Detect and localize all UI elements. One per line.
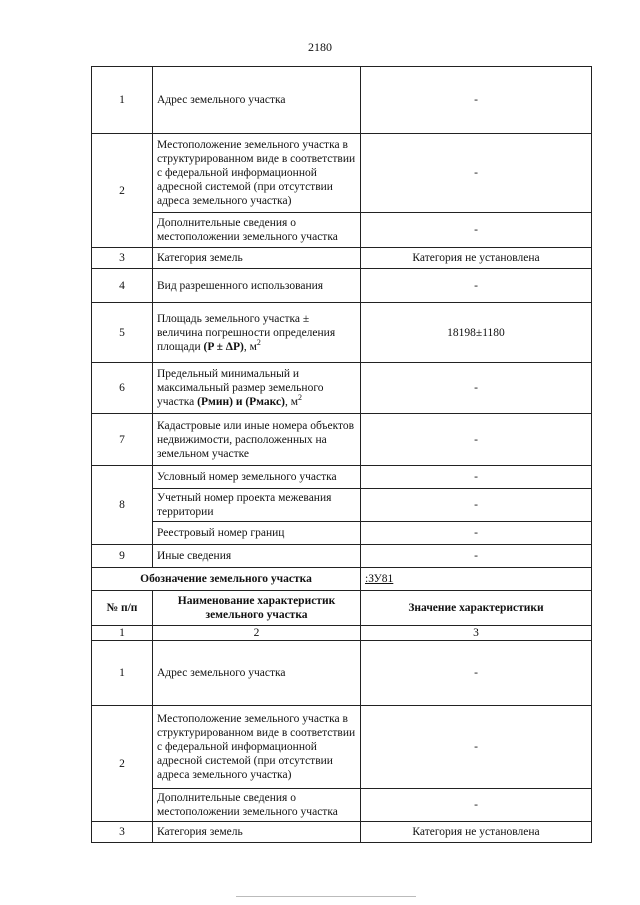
table-row — [92, 641, 592, 706]
row-number: 2 — [92, 706, 153, 822]
table-row — [92, 213, 592, 248]
characteristic-name: Категория земель — [153, 822, 361, 843]
characteristic-value: - — [361, 545, 592, 568]
table-row — [92, 134, 592, 213]
characteristic-name: Реестровый номер границ — [153, 522, 361, 545]
characteristic-text: Предельный минимальный и максимальный размер земельного участка — [157, 368, 324, 408]
characteristic-value: - — [361, 489, 592, 522]
characteristic-value: - — [361, 641, 592, 706]
row-number: 1 — [92, 641, 153, 706]
characteristic-name: Кадастровые или иные номера объектов недвижимости, расположенных на земельном участке — [153, 414, 361, 466]
characteristic-value: - — [361, 134, 592, 213]
section-title: Обозначение земельного участка — [92, 568, 361, 591]
table-row — [92, 269, 592, 303]
row-number: 1 — [92, 67, 153, 134]
column-header-num: № п/п — [92, 591, 153, 626]
table-row — [92, 303, 592, 363]
characteristic-name: Учетный номер проекта межевания территории — [153, 489, 361, 522]
table-row — [92, 545, 592, 568]
column-header-row — [92, 591, 592, 626]
table-row — [92, 466, 592, 489]
characteristic-value: - — [361, 789, 592, 822]
characteristic-name — [153, 303, 361, 363]
column-header-name: Наименование характеристик земельного участка — [153, 591, 361, 626]
characteristic-value: - — [361, 414, 592, 466]
column-header-value: Значение характеристики — [361, 591, 592, 626]
table-row — [92, 248, 592, 269]
characteristic-value: - — [361, 522, 592, 545]
characteristic-value: 18198±1180 — [361, 303, 592, 363]
characteristic-value: Категория не установлена — [361, 248, 592, 269]
characteristic-name: Иные сведения — [153, 545, 361, 568]
row-number: 6 — [92, 363, 153, 414]
characteristic-value: - — [361, 213, 592, 248]
unit-exponent: 2 — [297, 393, 302, 403]
characteristic-value: - — [361, 269, 592, 303]
table-row — [92, 363, 592, 414]
characteristic-value: - — [361, 706, 592, 789]
row-number: 9 — [92, 545, 153, 568]
formula-symbol: (Pмин) и (Pмакс) — [197, 396, 285, 408]
table-row — [92, 822, 592, 843]
row-number: 2 — [92, 134, 153, 248]
characteristic-text: Площадь земельного участка ± величина погрешности определения площади — [157, 312, 336, 353]
row-number: 4 — [92, 269, 153, 303]
unit-label: , м — [284, 396, 298, 408]
characteristic-name: Местоположение земельного участка в структурированном виде в соответствии с федеральной информационной адресной системой (при отсутствии адреса земельного участка) — [153, 706, 361, 789]
formula-symbol: (P ± ΔP) — [203, 340, 244, 353]
row-number: 3 — [92, 822, 153, 843]
column-number: 3 — [361, 626, 592, 641]
characteristic-name: Вид разрешенного использования — [153, 269, 361, 303]
characteristic-name: Адрес земельного участка — [153, 67, 361, 134]
unit-exponent: 2 — [256, 337, 261, 347]
column-number-row — [92, 626, 592, 641]
table-row — [92, 522, 592, 545]
characteristic-name — [153, 363, 361, 414]
characteristic-name: Дополнительные сведения о местоположении земельного участка — [153, 789, 361, 822]
characteristic-name: Категория земель — [153, 248, 361, 269]
column-number: 2 — [153, 626, 361, 641]
table-row — [92, 67, 592, 134]
row-number: 8 — [92, 466, 153, 545]
section-title-row — [92, 568, 592, 591]
column-number: 1 — [92, 626, 153, 641]
table-row — [92, 414, 592, 466]
characteristic-value: Категория не установлена — [361, 822, 592, 843]
unit-label: , м — [243, 340, 257, 353]
characteristic-name: Адрес земельного участка — [153, 641, 361, 706]
characteristic-name: Местоположение земельного участка в структурированном виде в соответствии с федеральной информационной адресной системой (при отсутствии адреса земельного участка) — [153, 134, 361, 213]
page-number: 2180 — [308, 40, 332, 54]
land-plot-table — [91, 66, 592, 843]
table-row — [92, 789, 592, 822]
characteristic-value: - — [361, 67, 592, 134]
table-row — [92, 706, 592, 789]
characteristic-name: Условный номер земельного участка — [153, 466, 361, 489]
row-number: 5 — [92, 303, 153, 363]
table-row — [92, 489, 592, 522]
page-bottom-rule — [236, 896, 416, 897]
characteristic-value: - — [361, 466, 592, 489]
characteristic-value: - — [361, 363, 592, 414]
row-number: 3 — [92, 248, 153, 269]
characteristic-name: Дополнительные сведения о местоположении земельного участка — [153, 213, 361, 248]
land-plot-id: :ЗУ81 — [361, 568, 592, 591]
row-number: 7 — [92, 414, 153, 466]
